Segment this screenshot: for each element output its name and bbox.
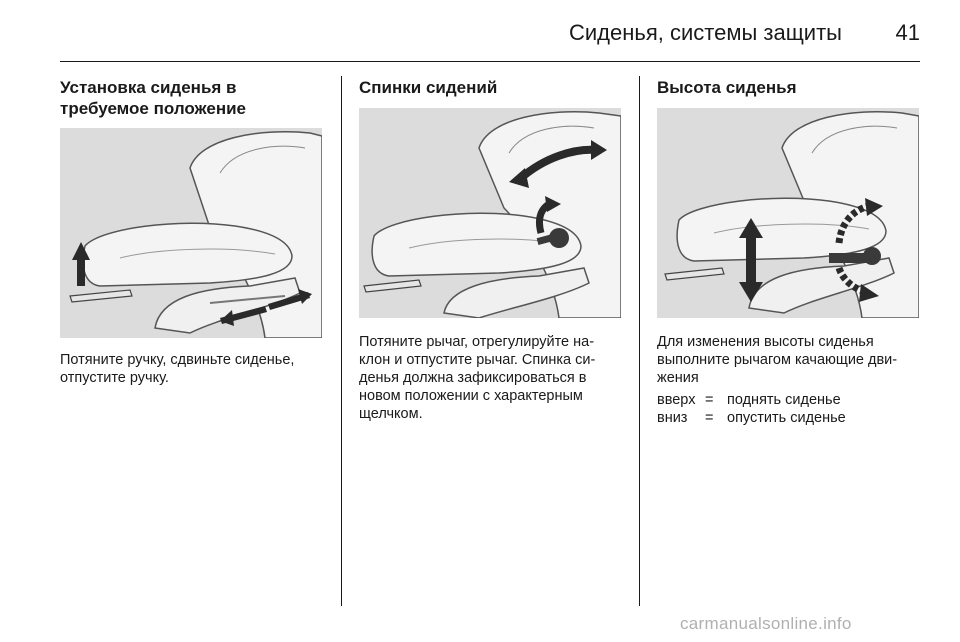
seat-slide-illustration	[60, 128, 322, 338]
definition-equals: =	[705, 410, 714, 426]
definition-row-down	[657, 409, 919, 427]
heading-line: требуемое положение	[60, 99, 247, 118]
text-line: Потяните ручку, сдвиньте сиденье,	[60, 352, 295, 368]
text-line: щелчком.	[359, 406, 423, 422]
page-header	[60, 20, 920, 60]
page-number: 41	[895, 20, 920, 45]
instruction-backrest	[359, 333, 595, 423]
column-divider-1	[341, 76, 342, 606]
heading-line: Установка сиденья в	[60, 78, 237, 97]
instruction-seat-height	[657, 333, 897, 387]
figure-backrest	[359, 108, 621, 318]
section-title: Сиденья, системы защиты	[568, 20, 842, 45]
definition-description: опустить сиденье	[727, 410, 846, 426]
heading-seat-height	[657, 77, 797, 98]
definition-term: вверх	[657, 392, 696, 408]
heading-line: Высота сиденья	[657, 78, 797, 97]
header-rule	[60, 61, 920, 62]
heading-backrest	[359, 77, 497, 98]
text-line: новом положении с характерным	[359, 388, 583, 404]
figure-seat-slide	[60, 128, 322, 338]
text-line: Потяните рычаг, отрегулируйте на-	[359, 334, 595, 350]
definition-row-up	[657, 391, 919, 409]
definition-term: вниз	[657, 410, 688, 426]
text-line: отпустите ручку.	[60, 370, 169, 386]
text-line: клон и отпустите рычаг. Спинка си-	[359, 352, 596, 368]
column-divider-2	[639, 76, 640, 606]
backrest-illustration	[359, 108, 621, 318]
text-line: Для изменения высоты сиденья	[657, 334, 874, 350]
text-line: денья должна зафиксироваться в	[359, 370, 587, 386]
definition-equals: =	[705, 392, 714, 408]
heading-seat-position	[60, 77, 246, 119]
heading-line: Спинки сидений	[359, 78, 498, 97]
text-line: жения	[657, 370, 699, 386]
seat-height-illustration	[657, 108, 919, 318]
definition-description: поднять сиденье	[727, 392, 841, 408]
figure-seat-height	[657, 108, 919, 318]
watermark: carmanualsonline.info	[680, 614, 852, 633]
instruction-seat-position	[60, 351, 294, 387]
text-line: выполните рычагом качающие дви-	[657, 352, 898, 368]
